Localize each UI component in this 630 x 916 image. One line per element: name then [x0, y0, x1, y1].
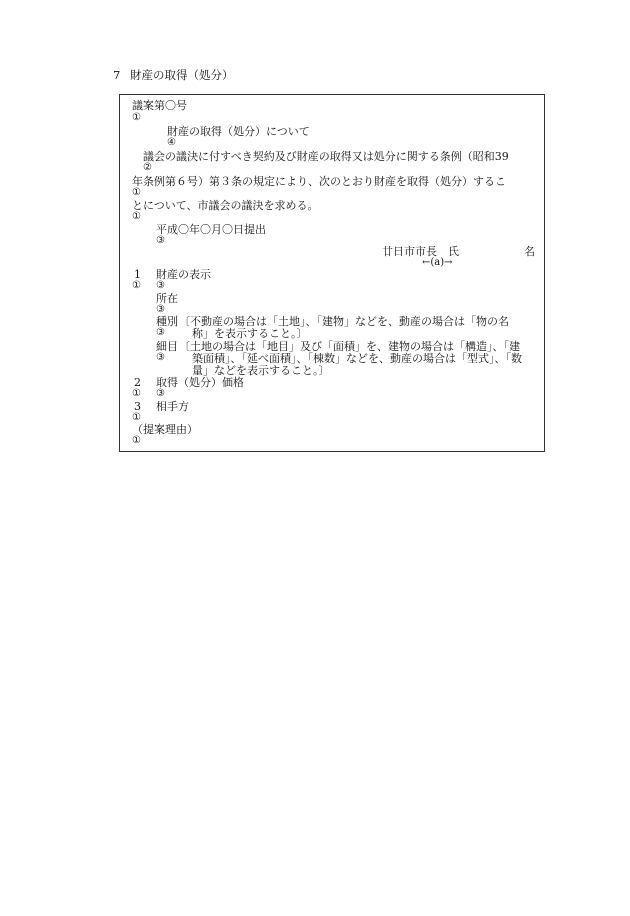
annotation-mark: ③ [156, 280, 165, 291]
body-line-3: とについて、市議会の議決を求める。 [132, 199, 319, 212]
kind-label: 種別 [156, 315, 178, 328]
item-number: 1 [134, 268, 141, 281]
location-label: 所在 [156, 292, 178, 305]
signer-title: 廿日市市長 氏 [382, 245, 459, 258]
section-number: 7 [113, 68, 121, 82]
annotation-mark: ③ [156, 388, 165, 399]
section-heading [113, 67, 234, 83]
annotation-mark: ① [132, 187, 141, 198]
annotation-mark: ③ [156, 235, 165, 246]
section-title: 財産の取得（処分） [130, 68, 234, 82]
item-number: 3 [134, 400, 141, 413]
detail-note-line-3: 量」などを表示すること。〕 [192, 364, 330, 377]
bill-number: 議案第〇号 [132, 99, 187, 112]
detail-label: 細目 [156, 340, 178, 353]
proposal-reason-heading: （提案理由） [132, 423, 198, 436]
signer-name: 名 [524, 245, 535, 258]
annotation-mark: ③ [156, 327, 165, 338]
annotation-mark: ① [132, 388, 141, 399]
annotation-mark: ③ [156, 304, 165, 315]
signer-spacing-note: ←(a)→ [422, 257, 453, 268]
annotation-mark: ③ [156, 352, 165, 363]
kind-note-line-2: 称」を表示すること。〕 [192, 327, 308, 340]
bill-subject: 財産の取得（処分）について [167, 125, 310, 138]
body-line-1: 議会の議決に付すべき契約及び財産の取得又は処分に関する条例（昭和39 [143, 150, 509, 163]
bill-template-box [119, 94, 545, 452]
annotation-mark: ① [132, 211, 141, 222]
detail-note-line-1: 〔土地の場合は「地目」及び「面積」を、建物の場合は「構造」、「建 [179, 340, 520, 353]
annotation-mark: ② [143, 162, 152, 173]
annotation-mark: ① [132, 112, 141, 123]
item-title-price: 取得（処分）価格 [156, 376, 244, 389]
annotation-mark: ① [132, 412, 141, 423]
annotation-mark: ① [132, 280, 141, 291]
item-title-property: 財産の表示 [156, 268, 211, 281]
detail-note-line-2: 築面積」、「延べ面積」、「棟数」などを、動産の場合は「型式」、「数 [192, 352, 522, 365]
item-title-counterparty: 相手方 [156, 400, 189, 413]
annotation-mark: ① [132, 435, 141, 446]
item-number: 2 [134, 376, 141, 389]
kind-note-line-1: 〔不動産の場合は「土地」、「建物」などを、動産の場合は「物の名 [179, 315, 509, 328]
annotation-mark: ④ [167, 137, 176, 148]
submission-date: 平成〇年〇月〇日提出 [156, 223, 266, 236]
body-line-2: 年条例第６号）第３条の規定により、次のとおり財産を取得（処分）するこ [132, 175, 506, 188]
